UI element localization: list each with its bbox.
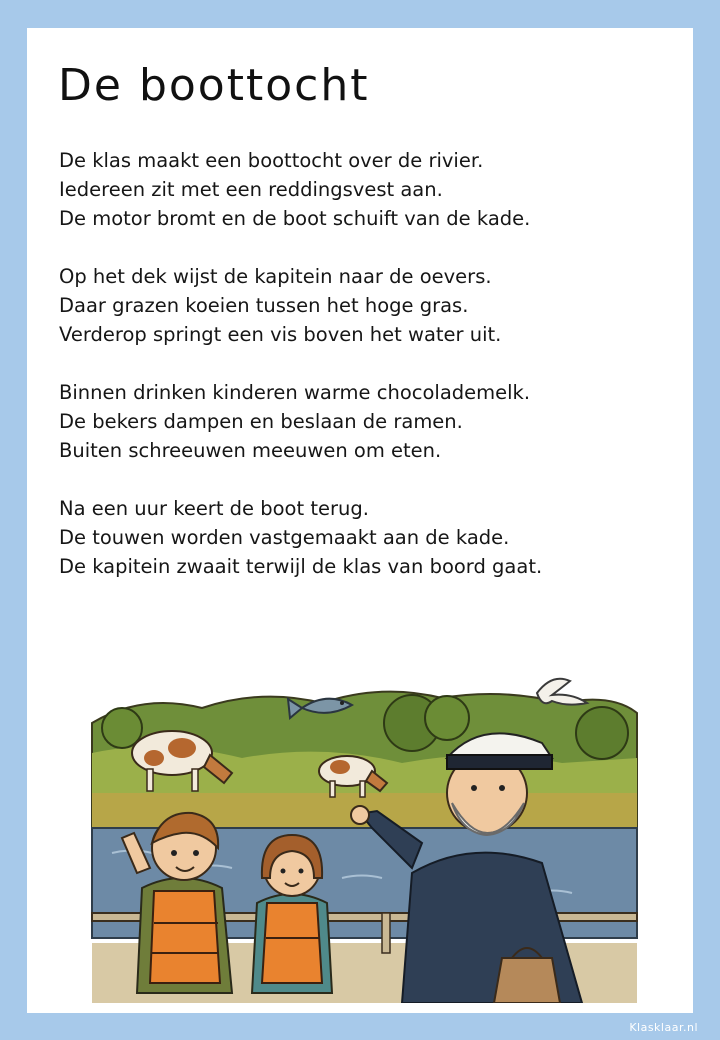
- story-line: De motor bromt en de boot schuift van de kade.: [59, 207, 531, 230]
- page-title: De boottocht: [58, 60, 370, 111]
- story-line: Na een uur keert de boot terug.: [59, 497, 369, 520]
- story-line: Buiten schreeuwen meeuwen om eten.: [59, 439, 442, 462]
- story-line: Iedereen zit met een reddingsvest aan.: [59, 178, 443, 201]
- stanza-4: [59, 494, 669, 581]
- worksheet-page: [27, 28, 693, 1013]
- stanza-3: [59, 378, 669, 465]
- story-line: Daar grazen koeien tussen het hoge gras.: [59, 294, 469, 317]
- story-text: [59, 146, 669, 610]
- story-line: De touwen worden vastgemaakt aan de kade.: [59, 526, 510, 549]
- story-line: De kapitein zwaait terwijl de klas van boord gaat.: [59, 555, 543, 578]
- stanza-1: [59, 146, 669, 233]
- story-line: Verderop springt een vis boven het water uit.: [59, 323, 502, 346]
- stanza-2: [59, 262, 669, 349]
- story-line: Op het dek wijst de kapitein naar de oevers.: [59, 265, 492, 288]
- girl-in-life-vest: [252, 835, 332, 993]
- story-line: De bekers dampen en beslaan de ramen.: [59, 410, 463, 433]
- seagull: [537, 679, 587, 705]
- story-line: Binnen drinken kinderen warme chocolademelk.: [59, 381, 531, 404]
- footer-brand: Klasklaar.nl: [629, 1021, 698, 1034]
- boat-trip-illustration: [82, 663, 642, 1003]
- story-line: De klas maakt een boottocht over de rivier.: [59, 149, 484, 172]
